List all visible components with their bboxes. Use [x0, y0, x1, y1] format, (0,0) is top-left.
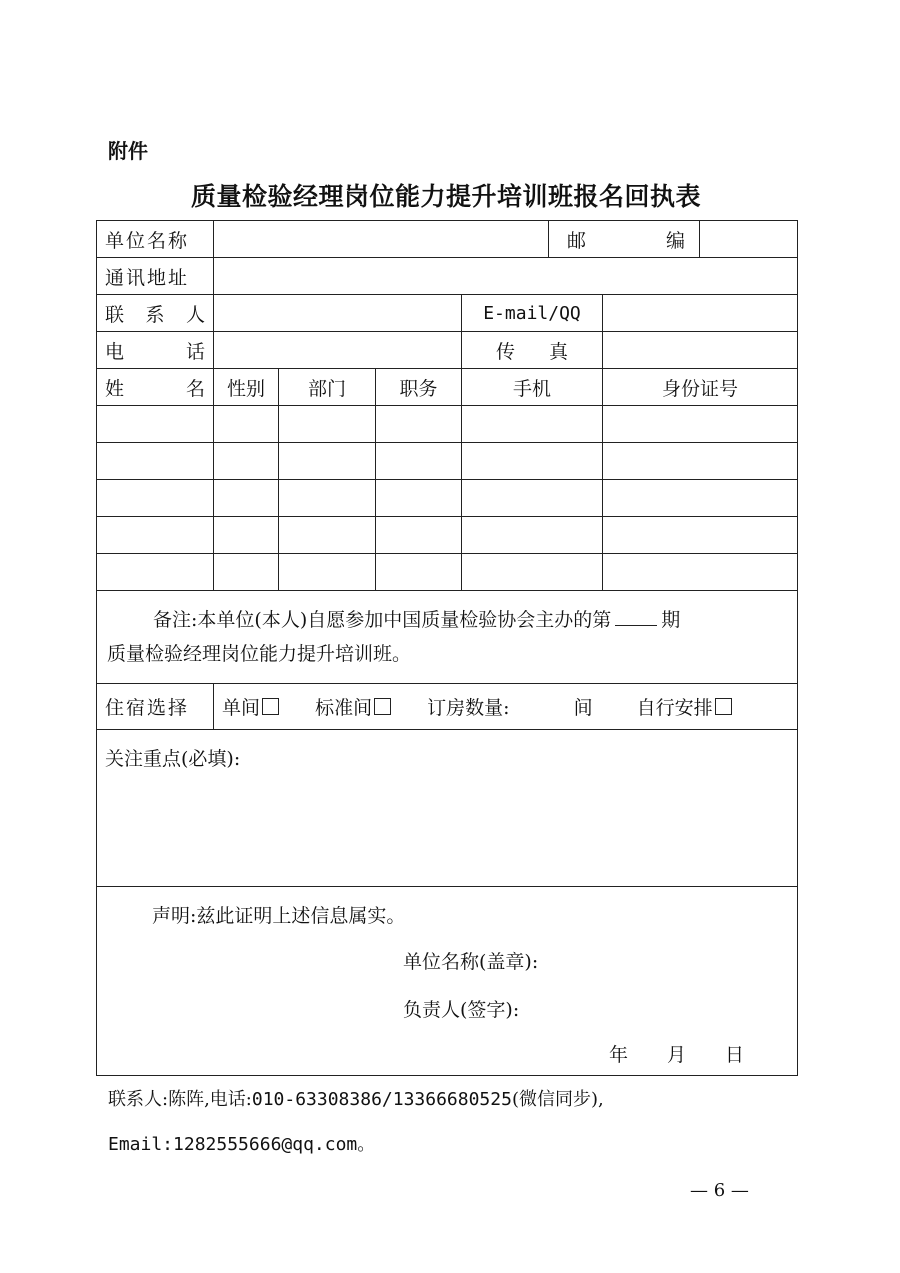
- participant-gender-cell[interactable]: [214, 443, 279, 480]
- participant-gender-cell[interactable]: [214, 480, 279, 517]
- participant-mobile-cell[interactable]: [462, 480, 603, 517]
- row-unit: [97, 221, 798, 258]
- participant-id-cell[interactable]: [603, 480, 798, 517]
- fax-field[interactable]: [603, 332, 798, 369]
- participant-department-cell[interactable]: [279, 443, 376, 480]
- unit-seal-label: 单位名称(盖章):: [403, 951, 539, 973]
- participant-department-cell[interactable]: [279, 480, 376, 517]
- participant-row: [97, 480, 798, 517]
- single-room-label: 单间: [222, 697, 261, 719]
- participant-row: [97, 517, 798, 554]
- form-title: 质量检验经理岗位能力提升培训班报名回执表: [190, 182, 701, 211]
- registration-form-table: [96, 220, 798, 1076]
- declaration-cell: [97, 887, 798, 1076]
- self-arrange-label: 自行安排: [636, 697, 713, 719]
- date-month: 月: [667, 1044, 687, 1066]
- standard-room-label: 标准间: [315, 697, 373, 719]
- participant-id-cell[interactable]: [603, 517, 798, 554]
- contact-label: 联 系 人: [97, 295, 214, 332]
- email-address: 1282555666@qq.com: [173, 1134, 358, 1155]
- header-mobile: 手机: [462, 369, 603, 406]
- participant-department-cell[interactable]: [279, 406, 376, 443]
- participant-name-cell[interactable]: [97, 443, 214, 480]
- remark-text-2: 期: [661, 609, 681, 631]
- remark-cell: [97, 591, 798, 684]
- participant-gender-cell[interactable]: [214, 554, 279, 591]
- declaration-row: [97, 887, 798, 1076]
- participant-id-cell[interactable]: [603, 443, 798, 480]
- header-position: 职务: [376, 369, 462, 406]
- contact-field[interactable]: [214, 295, 462, 332]
- participant-mobile-cell[interactable]: [462, 554, 603, 591]
- email-qq-field[interactable]: [603, 295, 798, 332]
- focus-cell[interactable]: [97, 730, 798, 887]
- remark-text-3: 质量检验经理岗位能力提升培训班。: [107, 643, 412, 665]
- participant-position-cell[interactable]: [376, 517, 462, 554]
- date-year: 年: [609, 1044, 629, 1066]
- participant-name-cell[interactable]: [97, 406, 214, 443]
- session-number-blank[interactable]: [615, 605, 657, 626]
- standard-room-checkbox[interactable]: [374, 698, 391, 715]
- contact-number: 010-63308386/13366680525: [251, 1089, 512, 1110]
- phone-field[interactable]: [214, 332, 462, 369]
- participant-position-cell[interactable]: [376, 443, 462, 480]
- header-gender: 性别: [214, 369, 279, 406]
- participants-header-row: [97, 369, 798, 406]
- postal-code-label: 邮 编: [549, 221, 700, 258]
- participant-row: [97, 406, 798, 443]
- remark-row: [97, 591, 798, 684]
- footer-contact: 联系人:陈阵,电话:010-63308386/13366680525(微信同步),: [108, 1089, 604, 1110]
- phone-label: 电 话: [97, 332, 214, 369]
- postal-code-field[interactable]: [700, 221, 798, 258]
- header-name: 姓 名: [97, 369, 214, 406]
- participant-row: [97, 554, 798, 591]
- signature-label: 负责人(签字):: [403, 999, 520, 1021]
- participant-name-cell[interactable]: [97, 480, 214, 517]
- header-id-number: 身份证号: [603, 369, 798, 406]
- row-address: [97, 258, 798, 295]
- address-label: 通讯地址: [97, 258, 214, 295]
- unit-name-field[interactable]: [214, 221, 549, 258]
- email-qq-label: E-mail/QQ: [462, 295, 603, 332]
- room-unit-label: 间: [573, 697, 593, 719]
- page-number: — 6 —: [690, 1180, 749, 1201]
- accommodation-label: 住宿选择: [97, 684, 214, 730]
- declaration-statement: 声明:兹此证明上述信息属实。: [152, 905, 406, 927]
- single-room-checkbox[interactable]: [262, 698, 279, 715]
- participant-id-cell[interactable]: [603, 554, 798, 591]
- remark-text-1: 备注:本单位(本人)自愿参加中国质量检验协会主办的第: [153, 609, 612, 631]
- participant-mobile-cell[interactable]: [462, 406, 603, 443]
- header-department: 部门: [279, 369, 376, 406]
- fax-label: 传 真: [462, 332, 603, 369]
- row-phone: [97, 332, 798, 369]
- self-arrange-checkbox[interactable]: [715, 698, 732, 715]
- participant-department-cell[interactable]: [279, 517, 376, 554]
- participant-position-cell[interactable]: [376, 554, 462, 591]
- participant-id-cell[interactable]: [603, 406, 798, 443]
- address-field[interactable]: [214, 258, 798, 295]
- accommodation-row: [97, 684, 798, 730]
- date-day: 日: [725, 1044, 745, 1066]
- participant-mobile-cell[interactable]: [462, 517, 603, 554]
- room-count-label: 订房数量:: [427, 697, 510, 719]
- focus-label: 关注重点(必填):: [105, 748, 241, 770]
- participant-department-cell[interactable]: [279, 554, 376, 591]
- footer-email: Email:1282555666@qq.com。: [108, 1134, 376, 1155]
- focus-row: [97, 730, 798, 887]
- participant-name-cell[interactable]: [97, 517, 214, 554]
- attachment-label: 附件: [108, 139, 148, 163]
- row-contact: [97, 295, 798, 332]
- participant-position-cell[interactable]: [376, 406, 462, 443]
- participant-mobile-cell[interactable]: [462, 443, 603, 480]
- accommodation-options: [214, 684, 798, 730]
- unit-name-label: 单位名称: [97, 221, 214, 258]
- participant-name-cell[interactable]: [97, 554, 214, 591]
- participant-gender-cell[interactable]: [214, 517, 279, 554]
- participant-position-cell[interactable]: [376, 480, 462, 517]
- participant-row: [97, 443, 798, 480]
- participant-gender-cell[interactable]: [214, 406, 279, 443]
